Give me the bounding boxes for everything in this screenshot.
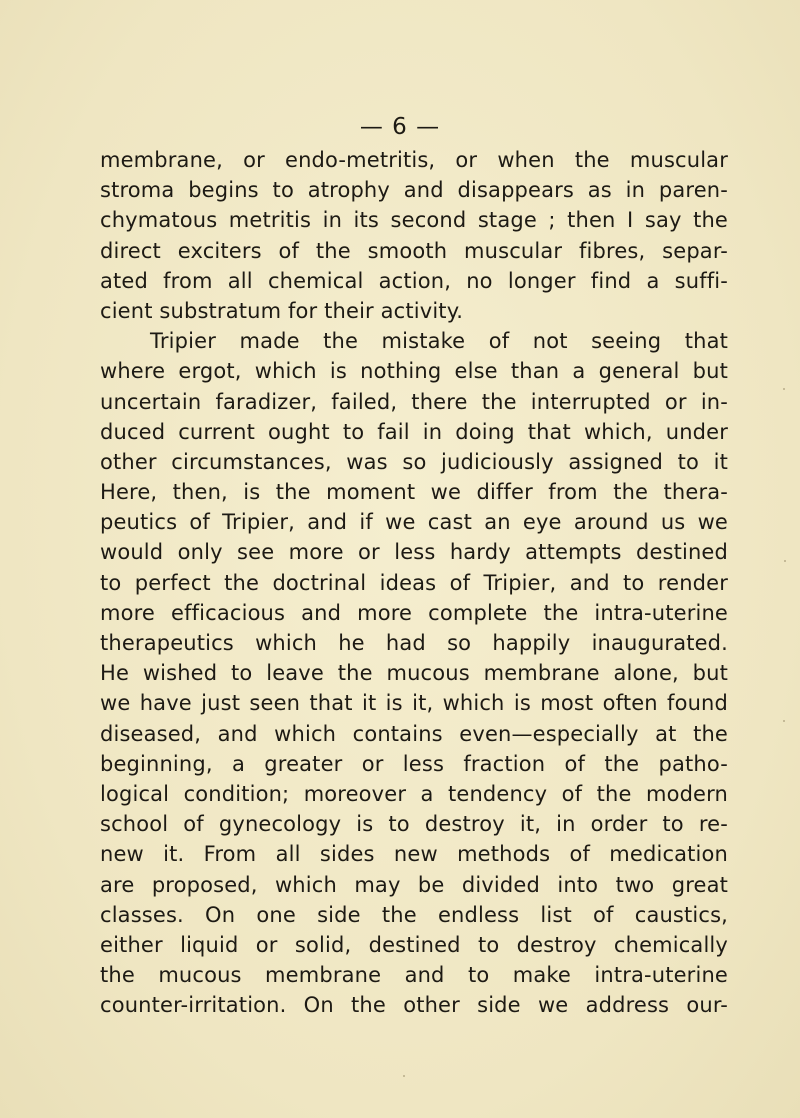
page-number: — 6 — xyxy=(359,114,441,140)
text-line: we have just seen that it is it, which is most often found xyxy=(100,691,728,716)
text-line: duced current ought to fail in doing that which, under xyxy=(100,419,728,444)
text-line: He wished to leave the mucous membrane alone, but xyxy=(100,661,728,686)
text-line: logical condition; moreover a tendency of the modern xyxy=(100,781,728,806)
text-line: stroma begins to atrophy and disappears as in paren- xyxy=(100,178,728,203)
text-line: more efficacious and more complete the intra-uterine xyxy=(100,600,728,625)
paper-speck xyxy=(784,560,786,562)
text-line: uncertain faradizer, failed, there the interrupted or in- xyxy=(100,389,728,414)
text-line: beginning, a greater or less fraction of the patho- xyxy=(100,751,728,776)
paper-speck xyxy=(783,388,785,390)
text-line: Here, then, is the moment we differ from the thera- xyxy=(100,480,728,505)
text-line: the mucous membrane and to make intra-uterine xyxy=(100,963,728,988)
text-line: cient substratum for their activity. xyxy=(100,298,464,323)
paper-speck xyxy=(403,1075,405,1077)
text-line: diseased, and which contains even—especially at the xyxy=(100,721,728,746)
text-line: other circumstances, was so judiciously assigned to it xyxy=(100,449,728,474)
text-line: would only see more or less hardy attempts destined xyxy=(100,540,728,565)
paper-speck xyxy=(783,720,785,722)
text-line: therapeutics which he had so happily inaugurated. xyxy=(100,631,728,655)
text-line: direct exciters of the smooth muscular fibres, separ- xyxy=(100,238,728,263)
text-line: membrane, or endo-metritis, or when the muscular xyxy=(100,148,728,172)
text-line: ated from all chemical action, no longer find a suffi- xyxy=(100,268,728,293)
text-line: are proposed, which may be divided into two great xyxy=(100,872,728,897)
text-line: either liquid or solid, destined to destroy chemically xyxy=(100,932,728,957)
text-line: new it. From all sides new methods of medication xyxy=(100,842,728,867)
text-line: where ergot, which is nothing else than a general but xyxy=(100,359,728,384)
text-line: school of gynecology is to destroy it, in order to re- xyxy=(100,812,728,837)
text-line: chymatous metritis in its second stage ; then I say the xyxy=(100,208,728,233)
text-line: counter-irritation. On the other side we address our- xyxy=(100,993,728,1018)
text-line: to perfect the doctrinal ideas of Tripier, and to render xyxy=(100,570,728,595)
text-line: classes. On one side the endless list of caustics, xyxy=(100,902,728,927)
text-line: Tripier made the mistake of not seeing that xyxy=(150,329,728,354)
body-text xyxy=(100,145,728,1020)
text-line: peutics of Tripier, and if we cast an eye around us we xyxy=(100,510,728,535)
